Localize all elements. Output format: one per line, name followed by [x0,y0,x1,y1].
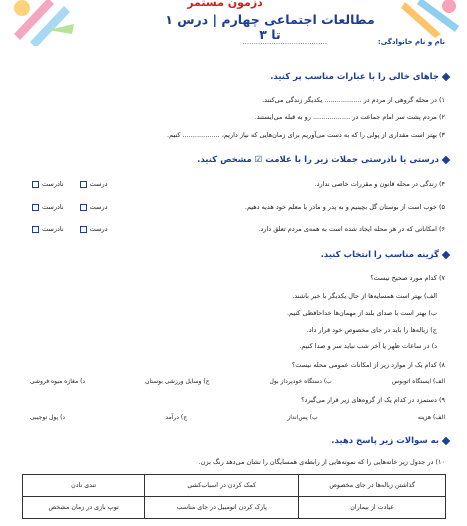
false-checkbox[interactable] [32,181,39,188]
mcq-q7-option-d[interactable]: د) در ساعات ظهر یا آخر شب نباید سر و صدا کنیم. [299,342,437,350]
table-cell[interactable]: کمک کردن در اسباب‌کشی [145,475,299,497]
true-checkbox[interactable] [80,181,87,188]
section-true-false-title: درستی یا نادرستی جملات زیر را با علامت ☑ مشخص کنید. [197,155,449,165]
section-short-answer-title: به سوالات زیر پاسخ دهید. [331,436,449,446]
mcq-q7-option-b[interactable]: ب) بهتر است با صدای بلند از مهمان‌ها خداحافظی کنیم. [286,309,437,317]
mcq-question-9: ۹) دستمزد در کدام یک از گروه‌های زیر قرار می‌گیرد؟ [301,396,445,404]
table-cell[interactable]: گذاشتن زباله‌ها در جای مخصوص [299,475,446,497]
diamond-bullet-icon [442,73,450,81]
page-title: مطالعات اجتماعی چهارم | درس ۱ تا ۳ [165,12,375,42]
mcq-q8-options [30,378,445,385]
mcq-question-8: ۸) کدام یک از موارد زیر از امکانات عمومی محله نیست؟ [291,361,445,369]
name-label: نام و نام خانوادگی: [377,38,445,46]
mcq-q9-option-c[interactable]: ج) درآمد [165,414,188,421]
mcq-q8-option-b[interactable]: ب) دستگاه خودپرداز بول [269,378,332,385]
diamond-bullet-icon [442,156,450,164]
true-false-question-6: ۶) امکاناتی که در هر محله ایجاد شده است به همه‌ی مردم تعلق دارد. [258,225,445,233]
name-dotted-line: ...................................... [242,38,327,46]
question-10: ۱۰) در جدول زیر خانه‌هایی را که نمونه‌هایی از رابطه‌ی همسایگان را نشان می‌دهد رنگ بزن. [198,458,445,466]
mcq-q7-option-a[interactable]: الف) بهتر است همسایه‌ها از حال یکدیگر با خبر باشند. [292,292,437,300]
stationery-decoration-right [401,0,461,40]
false-checkbox[interactable] [32,204,39,211]
table-cell[interactable]: پارک کردن اتومبیل در جای مناسب [145,497,299,519]
true-checkbox[interactable] [80,204,87,211]
diamond-bullet-icon [442,251,450,259]
mcq-question-7: ۷) کدام مورد صحیح نیست؟ [370,274,445,282]
mcq-q9-option-b[interactable]: ب) پس‌انداز [287,414,318,421]
false-checkbox[interactable] [32,226,39,233]
mcq-q8-option-a[interactable]: الف) ایستگاه اتوبوس [391,378,445,385]
mcq-q9-option-a[interactable]: الف) هزینه [417,414,445,421]
fill-blank-question-2: ۲) مردم پشت سر امام جماعت در .................. رو به قبله می‌ایستند. [254,113,445,121]
mcq-q7-option-c[interactable]: ج) زباله‌ها را باید در جای مخصوص خود قرار داد. [306,326,437,334]
stationery-decoration-left [8,0,78,46]
table-row [23,475,446,497]
header-red-text: دزمون مستمر [187,0,263,9]
fill-blank-question-1: ۱) در محله گروهی از مردم در .................. یکدیگر زندگی می‌کنند. [262,96,445,104]
true-false-options-6: درست نادرست [32,225,108,233]
table-cell[interactable]: عیادت از بیماران [299,497,446,519]
table-cell[interactable]: تندی نادن [23,475,145,497]
true-false-options-5: درست نادرست [32,203,108,211]
true-checkbox[interactable] [80,226,87,233]
fill-blank-question-3: ۳) بهتر است مقداری از پولی را که به دست می‌آوریم برای زمان‌هایی که نیاز داریم، .................. کنیم. [167,131,445,139]
true-false-options-4: درست نادرست [32,180,108,188]
table-cell[interactable]: توپ بازی در زمان مشخص [23,497,145,519]
true-false-question-4: ۴) زندگی در محله قانون و مقررات خاصی ندارد. [314,180,445,188]
mcq-q9-option-d[interactable]: د) پول توجیبی [30,414,66,421]
section-multiple-choice-title: گزینه مناسب را انتخاب کنید. [321,250,449,260]
mcq-q8-option-d[interactable]: د) مغازه میوه فروشی [30,378,86,385]
mcq-q9-options [30,414,445,421]
mcq-q8-option-c[interactable]: ج) وسایل ورزشی بوستان [145,378,210,385]
section-fill-blanks-title: جاهای خالی را با عبارات مناسب پر کنید. [270,72,449,82]
neighbors-table [22,474,446,519]
diamond-bullet-icon [442,437,450,445]
table-row [23,497,446,519]
true-false-question-5: ۵) خوب است از بوستان گل بچینیم و به پدر و مادر یا معلم خود هدیه دهیم. [244,203,445,211]
